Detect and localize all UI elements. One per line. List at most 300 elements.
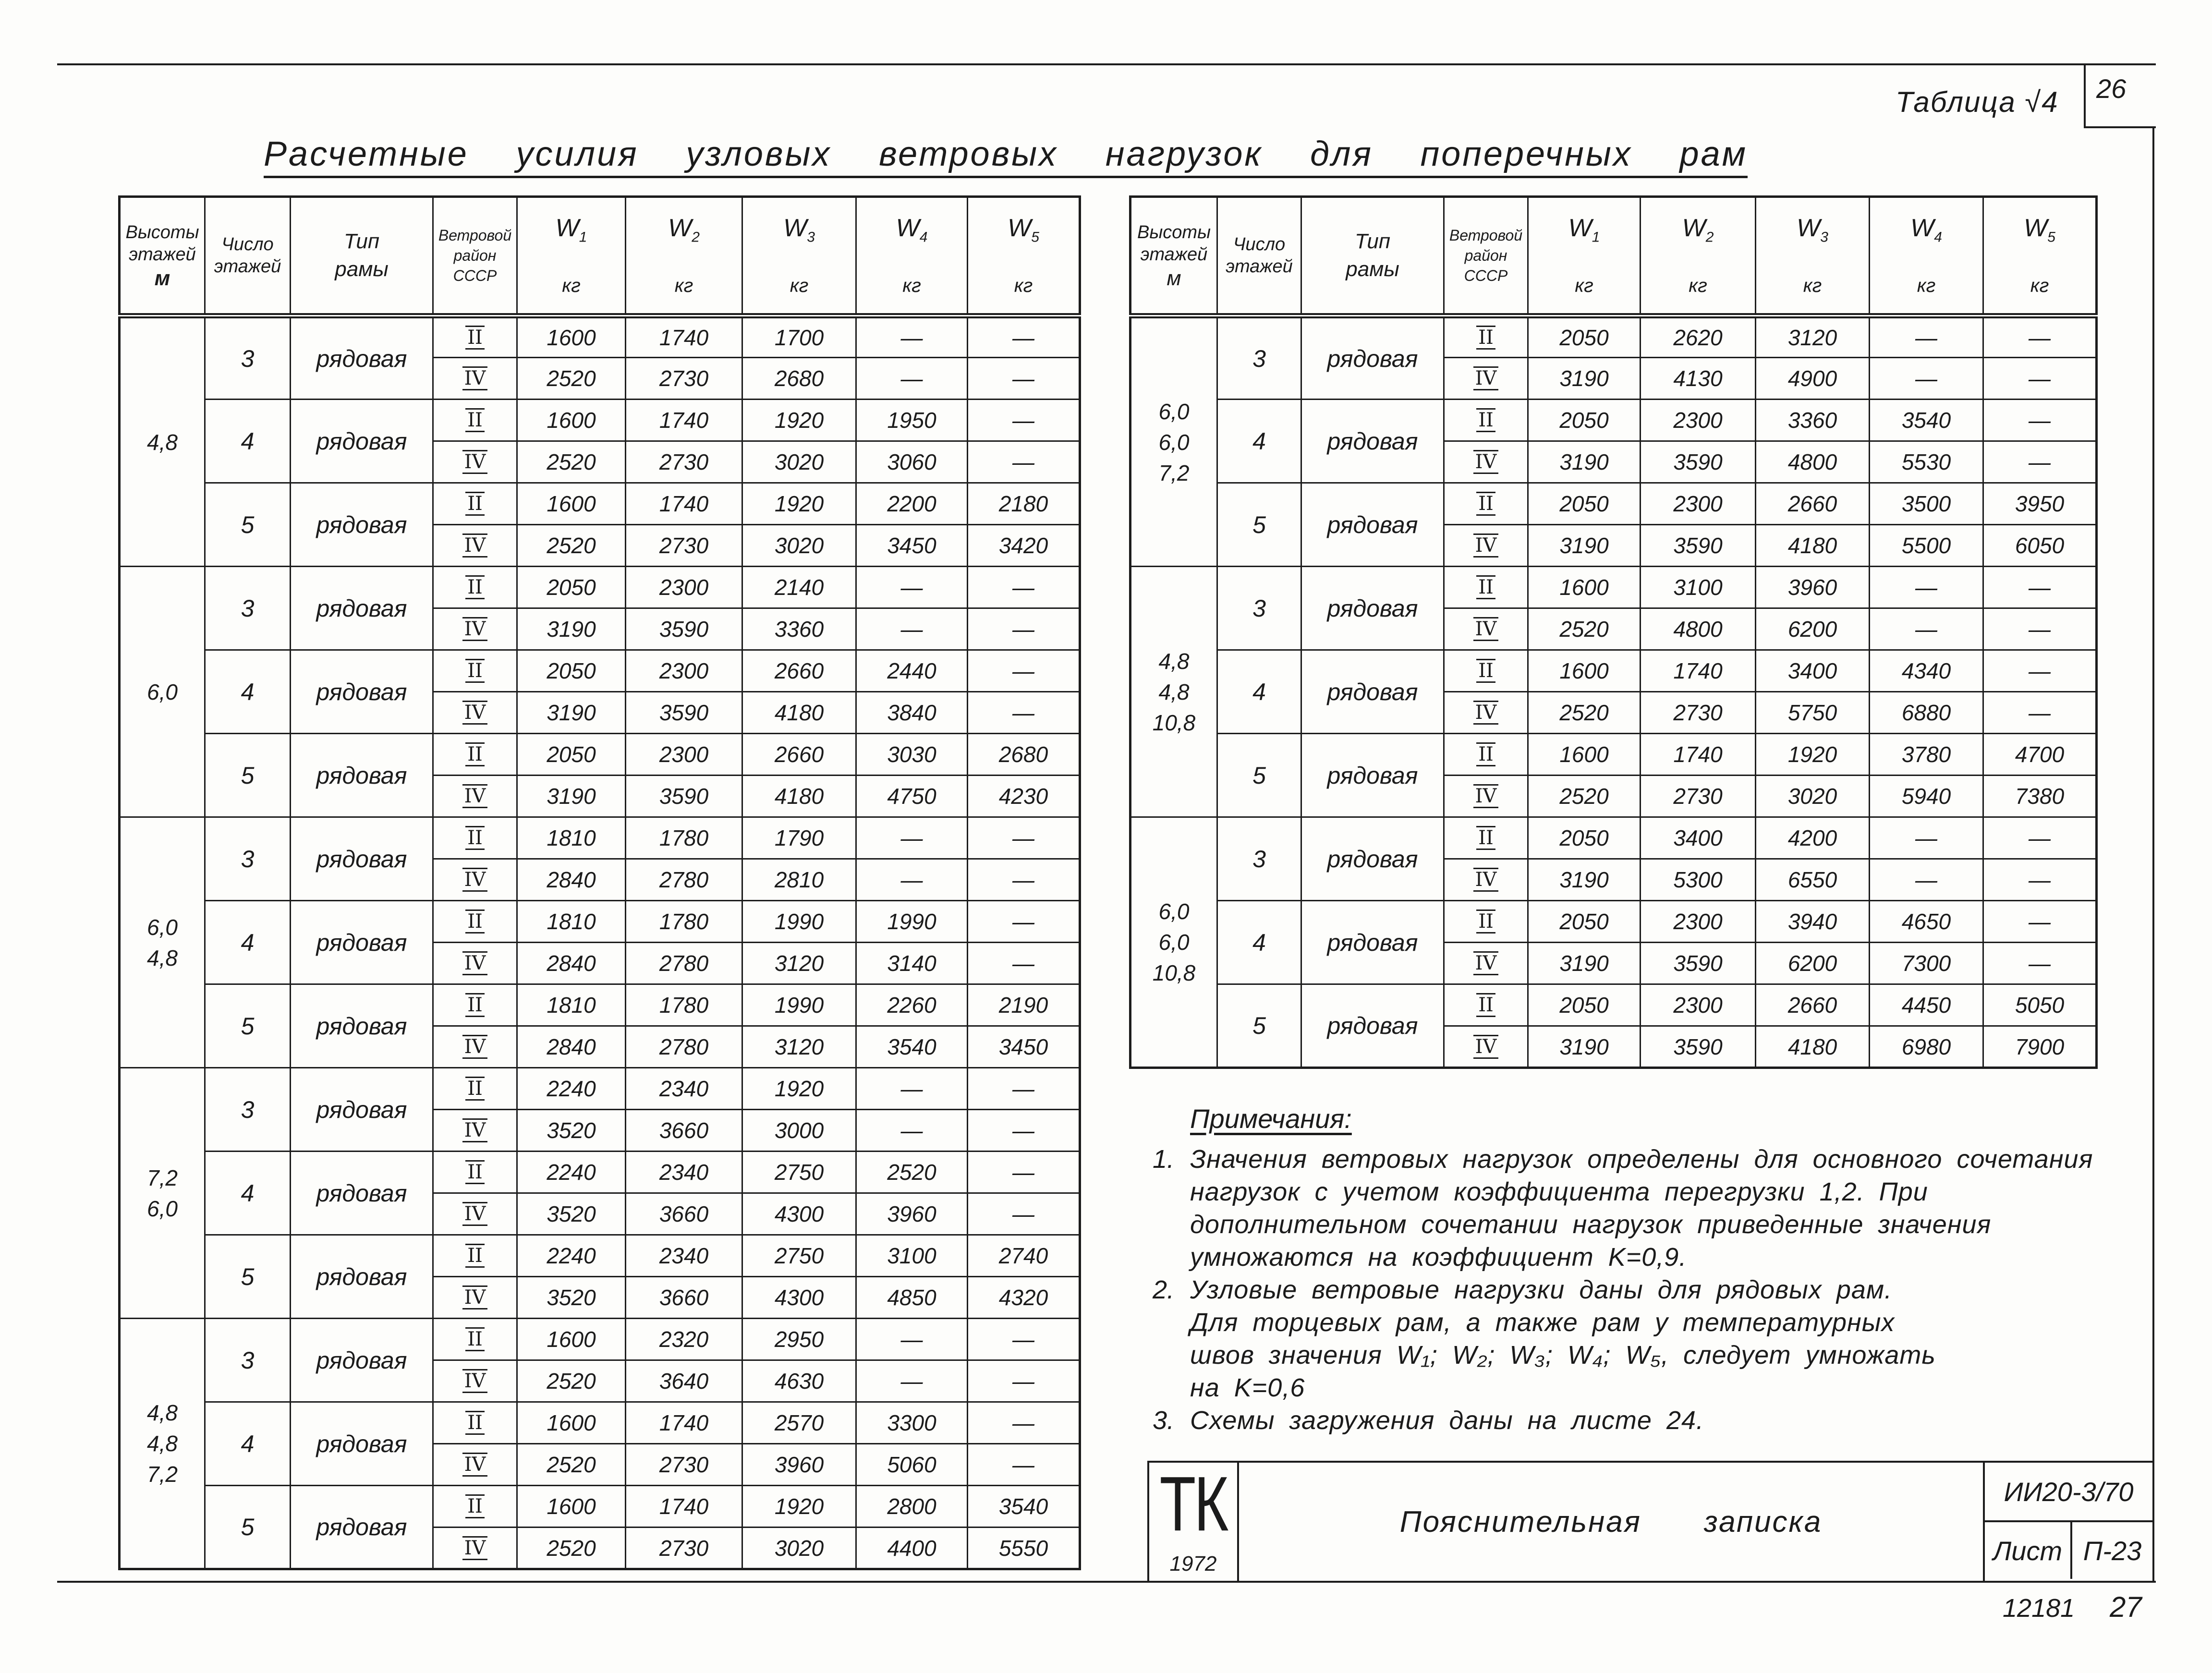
floor-height-cell bbox=[1130, 567, 1217, 817]
wind-load-value: 2520 bbox=[517, 441, 626, 483]
floor-count-cell: 3 bbox=[1217, 817, 1301, 901]
wind-region-cell bbox=[433, 316, 517, 358]
header-frame-type-text: Тип bbox=[1354, 230, 1391, 253]
wind-region-numeral: IV bbox=[462, 1035, 488, 1059]
header-wind-load-letter: W bbox=[1568, 214, 1592, 242]
note-text bbox=[1190, 1404, 1704, 1437]
floor-height-value: 6,0 bbox=[147, 1196, 178, 1221]
floor-height-cell bbox=[120, 316, 205, 567]
wind-load-value: — bbox=[856, 316, 968, 358]
wind-load-value: 3060 bbox=[856, 441, 968, 483]
table-row bbox=[1130, 650, 2097, 692]
wind-load-value: — bbox=[1870, 817, 1983, 859]
wind-region-cell bbox=[433, 859, 517, 901]
wind-load-value: 2300 bbox=[1641, 400, 1756, 441]
wind-load-value: 2050 bbox=[1528, 984, 1641, 1026]
wind-load-value: 3660 bbox=[626, 1277, 742, 1319]
table-body bbox=[120, 316, 1080, 1569]
wind-region-numeral: IV bbox=[462, 1536, 488, 1560]
floor-height-value: 4,8 bbox=[147, 1400, 178, 1425]
table-row bbox=[1130, 316, 2097, 358]
wind-region-cell bbox=[1444, 441, 1528, 483]
wind-load-value: 3640 bbox=[626, 1360, 742, 1402]
header-wind-load-index: 5 bbox=[2047, 229, 2055, 245]
wind-load-value: 3590 bbox=[1641, 943, 1756, 984]
floor-count-cell: 3 bbox=[1217, 316, 1301, 400]
wind-load-value: 3540 bbox=[968, 1486, 1080, 1528]
header-frame-type-text: рамы bbox=[335, 257, 389, 281]
header-wind-load-letter: W bbox=[1682, 214, 1706, 242]
wind-load-value: 3360 bbox=[1756, 400, 1870, 441]
wind-load-value: 5300 bbox=[1641, 859, 1756, 901]
wind-load-value: 3450 bbox=[968, 1026, 1080, 1068]
wind-region-numeral: II bbox=[1476, 492, 1495, 516]
wind-load-value: 1740 bbox=[1641, 650, 1756, 692]
wind-load-value: 2050 bbox=[517, 567, 626, 608]
wind-region-cell bbox=[433, 734, 517, 776]
header-wind-load-symbol bbox=[626, 214, 741, 252]
wind-region-cell bbox=[433, 1193, 517, 1235]
wind-region-cell bbox=[433, 1110, 517, 1152]
note-line: Узловые ветровые нагрузки даны для рядовых рам. bbox=[1190, 1275, 1892, 1304]
wind-region-cell bbox=[433, 1068, 517, 1110]
wind-load-value: 3020 bbox=[742, 525, 856, 567]
header-wind-load-letter: W bbox=[555, 214, 579, 242]
frame-type-cell: рядовая bbox=[291, 901, 433, 984]
frame-type-cell: рядовая bbox=[291, 734, 433, 817]
sheet-frame-right bbox=[2152, 127, 2154, 1583]
wind-load-value: — bbox=[968, 608, 1080, 650]
wind-load-value: 6200 bbox=[1756, 608, 1870, 650]
note-text bbox=[1190, 1273, 1936, 1404]
wind-load-value: 1740 bbox=[626, 483, 742, 525]
floor-count-cell: 3 bbox=[205, 1319, 291, 1402]
wind-load-value: — bbox=[968, 650, 1080, 692]
wind-load-value: — bbox=[968, 1360, 1080, 1402]
wind-load-value: 5750 bbox=[1756, 692, 1870, 734]
wind-load-value: 3420 bbox=[968, 525, 1080, 567]
frame-type-cell: рядовая bbox=[291, 1402, 433, 1486]
wind-load-value: 4230 bbox=[968, 776, 1080, 817]
wind-load-value: 4800 bbox=[1641, 608, 1756, 650]
note-line: умножаются на коэффициент K=0,9. bbox=[1190, 1243, 1687, 1272]
wind-load-value: 3190 bbox=[1528, 441, 1641, 483]
wind-load-value: 3190 bbox=[1528, 943, 1641, 984]
wind-region-cell bbox=[433, 358, 517, 400]
header-wind-load-w1 bbox=[517, 197, 626, 316]
wind-load-value: — bbox=[968, 1193, 1080, 1235]
wind-load-value: — bbox=[968, 1152, 1080, 1193]
wind-load-value: 1600 bbox=[1528, 734, 1641, 776]
header-wind-load-letter: W bbox=[668, 214, 692, 242]
wind-load-value: 4340 bbox=[1870, 650, 1983, 692]
note-line: швов значения W₁; W₂; W₃; W₄; W₅, следует умножать bbox=[1190, 1341, 1936, 1370]
table-row bbox=[120, 1152, 1080, 1193]
wind-load-value: — bbox=[856, 1068, 968, 1110]
header-wind-region-text: Ветровой bbox=[438, 227, 512, 244]
wind-region-numeral: IV bbox=[1473, 450, 1499, 474]
wind-load-value: 3190 bbox=[517, 608, 626, 650]
wind-load-value: 1920 bbox=[742, 483, 856, 525]
wind-load-value: — bbox=[1983, 358, 2097, 400]
wind-load-value: 1920 bbox=[1756, 734, 1870, 776]
wind-load-value: 1740 bbox=[626, 1402, 742, 1444]
floor-count-cell: 5 bbox=[205, 483, 291, 567]
wind-region-cell bbox=[433, 650, 517, 692]
wind-load-value: 1740 bbox=[626, 316, 742, 358]
wind-region-numeral: II bbox=[1476, 659, 1495, 683]
header-wind-load-unit: кг bbox=[2030, 275, 2049, 296]
floor-count-cell: 4 bbox=[205, 901, 291, 984]
wind-load-value: 1920 bbox=[742, 400, 856, 441]
wind-load-value: — bbox=[968, 400, 1080, 441]
wind-region-cell bbox=[1444, 734, 1528, 776]
wind-load-value: 4180 bbox=[1756, 1026, 1870, 1068]
floor-height-cell bbox=[1130, 316, 1217, 567]
wind-load-value: 3190 bbox=[1528, 358, 1641, 400]
wind-load-value: — bbox=[856, 1319, 968, 1360]
header-wind-load-index: 2 bbox=[692, 229, 700, 245]
wind-load-value: 2190 bbox=[968, 984, 1080, 1026]
header-wind-load-w2 bbox=[626, 197, 742, 316]
table-row bbox=[120, 1486, 1080, 1528]
wind-load-value: 2660 bbox=[742, 734, 856, 776]
table-row bbox=[120, 1068, 1080, 1110]
wind-load-value: 1810 bbox=[517, 901, 626, 943]
wind-region-cell bbox=[1444, 316, 1528, 358]
header-wind-load-w4 bbox=[856, 197, 968, 316]
frame-type-cell: рядовая bbox=[1301, 400, 1444, 483]
wind-load-value: 6550 bbox=[1756, 859, 1870, 901]
floor-height-value: 4,8 bbox=[1158, 648, 1190, 674]
frame-type-cell: рядовая bbox=[291, 483, 433, 567]
wind-region-cell bbox=[433, 1235, 517, 1277]
wind-region-cell bbox=[433, 1319, 517, 1360]
wind-load-value: 3960 bbox=[1756, 567, 1870, 608]
wind-load-value: 4400 bbox=[856, 1528, 968, 1569]
wind-load-value: 2050 bbox=[1528, 901, 1641, 943]
wind-load-value: 5050 bbox=[1983, 984, 2097, 1026]
wind-load-value: 2730 bbox=[1641, 692, 1756, 734]
header-wind-load-index: 1 bbox=[579, 229, 587, 245]
table-body bbox=[1130, 316, 2097, 1068]
wind-load-value: 4850 bbox=[856, 1277, 968, 1319]
wind-load-value: — bbox=[968, 358, 1080, 400]
floor-count-cell: 4 bbox=[205, 1152, 291, 1235]
header-wind-load-unit: кг bbox=[1917, 275, 1936, 296]
header-floor-count bbox=[205, 197, 291, 316]
table-row bbox=[120, 1235, 1080, 1277]
floor-height-cell bbox=[1130, 817, 1217, 1068]
wind-region-numeral: IV bbox=[1473, 951, 1499, 975]
wind-load-value: 2050 bbox=[517, 650, 626, 692]
wind-load-value: — bbox=[968, 316, 1080, 358]
wind-region-cell bbox=[1444, 525, 1528, 567]
title-block bbox=[1147, 1461, 2154, 1583]
wind-load-value: — bbox=[968, 817, 1080, 859]
wind-load-value: 2800 bbox=[856, 1486, 968, 1528]
wind-load-value: 1810 bbox=[517, 984, 626, 1026]
wind-region-numeral: IV bbox=[462, 784, 488, 808]
archive-number: 12181 bbox=[2003, 1594, 2075, 1623]
table-title: Расчетные усилия узловых ветровых нагрузок для поперечных рам bbox=[264, 133, 1748, 178]
wind-load-value: 2840 bbox=[517, 859, 626, 901]
wind-load-value: 2520 bbox=[856, 1152, 968, 1193]
wind-region-cell bbox=[1444, 608, 1528, 650]
floor-count-cell: 5 bbox=[205, 984, 291, 1068]
sheet-label: Лист bbox=[1985, 1522, 2072, 1579]
wind-load-value: 2660 bbox=[742, 650, 856, 692]
header-floor-height-text: этажей bbox=[1140, 244, 1208, 265]
floor-count-cell: 5 bbox=[205, 1235, 291, 1319]
floor-count-cell: 3 bbox=[205, 1068, 291, 1152]
header-wind-load-w2 bbox=[1641, 197, 1756, 316]
wind-load-value: 4800 bbox=[1756, 441, 1870, 483]
wind-region-cell bbox=[1444, 901, 1528, 943]
table-row bbox=[120, 1402, 1080, 1444]
header-wind-region-text: район bbox=[1464, 247, 1507, 264]
wind-region-numeral: II bbox=[465, 492, 485, 516]
wind-region-cell bbox=[433, 984, 517, 1026]
header-wind-region-text: СССР bbox=[1464, 267, 1508, 284]
wind-load-value: 4180 bbox=[742, 776, 856, 817]
floor-height-value: 6,0 bbox=[1158, 429, 1190, 455]
wind-load-value: 1600 bbox=[517, 1319, 626, 1360]
wind-load-value: — bbox=[968, 1068, 1080, 1110]
table-row bbox=[120, 400, 1080, 441]
wind-region-cell bbox=[433, 1277, 517, 1319]
wind-load-value: 2660 bbox=[1756, 984, 1870, 1026]
header-wind-load-symbol bbox=[1529, 214, 1640, 252]
wind-load-value: 1600 bbox=[517, 1486, 626, 1528]
wind-load-value: 7380 bbox=[1983, 776, 2097, 817]
frame-type-cell: рядовая bbox=[291, 984, 433, 1068]
floor-count-cell: 5 bbox=[205, 1486, 291, 1569]
wind-load-value: 1700 bbox=[742, 316, 856, 358]
wind-load-value: 3190 bbox=[517, 692, 626, 734]
notes-list bbox=[1153, 1143, 2142, 1437]
header-wind-load-unit: кг bbox=[562, 275, 581, 296]
wind-load-value: — bbox=[1983, 650, 2097, 692]
wind-region-cell bbox=[433, 817, 517, 859]
floor-height-value: 4,8 bbox=[147, 1431, 178, 1456]
wind-load-value: — bbox=[856, 859, 968, 901]
wind-load-value: 5530 bbox=[1870, 441, 1983, 483]
header-wind-load-symbol bbox=[1756, 214, 1869, 252]
header-wind-load-unit: кг bbox=[1575, 275, 1593, 296]
wind-load-value: 3660 bbox=[626, 1110, 742, 1152]
wind-load-value: 2680 bbox=[968, 734, 1080, 776]
wind-load-value: 2240 bbox=[517, 1068, 626, 1110]
wind-load-value: — bbox=[1983, 441, 2097, 483]
wind-load-value: 2840 bbox=[517, 943, 626, 984]
wind-load-value: 4900 bbox=[1756, 358, 1870, 400]
wind-load-value: 5500 bbox=[1870, 525, 1983, 567]
wind-region-numeral: II bbox=[1476, 326, 1495, 350]
wind-load-value: 2780 bbox=[626, 943, 742, 984]
wind-load-value: 3020 bbox=[742, 1528, 856, 1569]
org-stamp-cell bbox=[1149, 1463, 1239, 1581]
wind-load-value: 5550 bbox=[968, 1528, 1080, 1569]
wind-load-value: 1740 bbox=[626, 400, 742, 441]
wind-region-cell bbox=[1444, 776, 1528, 817]
wind-load-value: 1780 bbox=[626, 901, 742, 943]
wind-region-numeral: II bbox=[465, 408, 485, 432]
sheet-number-row bbox=[1985, 1522, 2152, 1579]
floor-height-value: 4,8 bbox=[147, 945, 178, 970]
note-number: 2. bbox=[1153, 1275, 1175, 1304]
wind-region-numeral: II bbox=[1476, 993, 1495, 1017]
frame-type-cell: рядовая bbox=[291, 650, 433, 734]
wind-region-cell bbox=[433, 608, 517, 650]
header-floor-count-text: этажей bbox=[1226, 256, 1293, 277]
wind-load-value: 1600 bbox=[517, 483, 626, 525]
header-wind-load-symbol bbox=[968, 214, 1079, 252]
wind-load-value: 3520 bbox=[517, 1110, 626, 1152]
wind-region-numeral: IV bbox=[462, 366, 488, 390]
wind-load-value: 6980 bbox=[1870, 1026, 1983, 1068]
floor-count-cell: 3 bbox=[205, 817, 291, 901]
wind-region-cell bbox=[433, 1152, 517, 1193]
table-row bbox=[120, 734, 1080, 776]
wind-load-value: 2300 bbox=[626, 734, 742, 776]
wind-load-value: 2300 bbox=[1641, 901, 1756, 943]
wind-load-value: 2780 bbox=[626, 1026, 742, 1068]
header-floor-count bbox=[1217, 197, 1301, 316]
table-row bbox=[120, 1319, 1080, 1360]
wind-load-value: 4650 bbox=[1870, 901, 1983, 943]
wind-region-cell bbox=[433, 483, 517, 525]
note-line: Для торцевых рам, а также рам у температурных bbox=[1190, 1308, 1895, 1337]
wind-load-value: — bbox=[856, 567, 968, 608]
floor-count-cell: 4 bbox=[205, 400, 291, 483]
frame-type-cell: рядовая bbox=[1301, 650, 1444, 734]
notes-section bbox=[1153, 1100, 2142, 1437]
wind-region-cell bbox=[433, 943, 517, 984]
floor-count-cell: 4 bbox=[1217, 400, 1301, 483]
header-wind-load-index: 3 bbox=[1820, 229, 1828, 245]
header-wind-load-symbol bbox=[743, 214, 855, 252]
header-wind-load-w1 bbox=[1528, 197, 1641, 316]
floor-height-value: 6,0 bbox=[147, 914, 178, 940]
wind-load-value: 3590 bbox=[626, 608, 742, 650]
wind-load-value: — bbox=[968, 567, 1080, 608]
wind-load-value: 3000 bbox=[742, 1110, 856, 1152]
wind-load-value: 1600 bbox=[517, 400, 626, 441]
wind-load-value: 3590 bbox=[1641, 525, 1756, 567]
header-wind-load-letter: W bbox=[896, 214, 920, 242]
table-row bbox=[120, 650, 1080, 692]
frame-type-cell: рядовая bbox=[1301, 901, 1444, 984]
wind-load-value: 3450 bbox=[856, 525, 968, 567]
wind-load-value: 3590 bbox=[1641, 1026, 1756, 1068]
wind-load-value: 3960 bbox=[856, 1193, 968, 1235]
wind-load-value: — bbox=[1870, 859, 1983, 901]
floor-count-cell: 3 bbox=[1217, 567, 1301, 650]
floor-height-value: 7,2 bbox=[1158, 460, 1190, 485]
frame-type-cell: рядовая bbox=[291, 1152, 433, 1235]
header-floor-height-text: м bbox=[154, 267, 170, 290]
wind-load-value: — bbox=[856, 1110, 968, 1152]
wind-region-numeral: II bbox=[465, 1494, 485, 1518]
floor-count-cell: 3 bbox=[205, 316, 291, 400]
wind-load-value: 2520 bbox=[1528, 776, 1641, 817]
header-wind-load-w3 bbox=[742, 197, 856, 316]
header-floor-height-text: Высоты bbox=[125, 222, 199, 242]
wind-region-numeral: II bbox=[1476, 575, 1495, 599]
wind-load-value: 2780 bbox=[626, 859, 742, 901]
floor-height-value: 4,8 bbox=[147, 429, 178, 455]
wind-region-numeral: IV bbox=[1473, 366, 1499, 390]
wind-load-value: 3360 bbox=[742, 608, 856, 650]
wind-load-value: 2840 bbox=[517, 1026, 626, 1068]
floor-height-value: 6,0 bbox=[1158, 899, 1190, 924]
header-floor-height-text: м bbox=[1167, 267, 1181, 290]
wind-load-value: 7300 bbox=[1870, 943, 1983, 984]
wind-region-cell bbox=[433, 1402, 517, 1444]
wind-load-value: 4630 bbox=[742, 1360, 856, 1402]
wind-region-numeral: II bbox=[465, 1077, 485, 1101]
wind-load-value: 3950 bbox=[1983, 483, 2097, 525]
table-row bbox=[1130, 901, 2097, 943]
header-wind-load-unit: кг bbox=[902, 275, 921, 296]
wind-region-numeral: IV bbox=[462, 701, 488, 725]
floor-count-cell: 4 bbox=[1217, 901, 1301, 984]
document-code: ИИ20-3/70 bbox=[1985, 1463, 2152, 1522]
table-row bbox=[1130, 567, 2097, 608]
header-frame-type-text: Тип bbox=[343, 230, 380, 253]
header-wind-load-letter: W bbox=[1910, 214, 1934, 242]
wind-load-value: 2050 bbox=[517, 734, 626, 776]
wind-load-value: 2050 bbox=[1528, 400, 1641, 441]
wind-load-value: — bbox=[856, 817, 968, 859]
header-floor-height-text: Высоты bbox=[1137, 222, 1211, 242]
wind-region-numeral: II bbox=[465, 993, 485, 1017]
header-wind-load-unit: кг bbox=[790, 275, 809, 296]
wind-load-value: 3020 bbox=[742, 441, 856, 483]
wind-load-value: 4320 bbox=[968, 1277, 1080, 1319]
wind-region-cell bbox=[433, 901, 517, 943]
wind-load-value: — bbox=[968, 1319, 1080, 1360]
floor-height-cell bbox=[120, 1319, 205, 1569]
wind-region-cell bbox=[1444, 817, 1528, 859]
wind-load-value: 3140 bbox=[856, 943, 968, 984]
table-row bbox=[1130, 734, 2097, 776]
wind-region-cell bbox=[1444, 400, 1528, 441]
frame-type-cell: рядовая bbox=[291, 1235, 433, 1319]
header-wind-load-unit: кг bbox=[674, 275, 693, 296]
wind-region-cell bbox=[433, 692, 517, 734]
wind-load-value: — bbox=[968, 901, 1080, 943]
header-wind-load-letter: W bbox=[783, 214, 807, 242]
wind-load-table-right bbox=[1129, 195, 2098, 1069]
wind-load-value: 3190 bbox=[1528, 525, 1641, 567]
floor-count-cell: 3 bbox=[205, 567, 291, 650]
wind-load-value: 4300 bbox=[742, 1277, 856, 1319]
floor-height-value: 7,2 bbox=[147, 1165, 178, 1190]
wind-load-value: 2300 bbox=[626, 650, 742, 692]
wind-load-value: 2240 bbox=[517, 1152, 626, 1193]
header-floor-count-text: Число bbox=[221, 234, 274, 255]
wind-region-numeral: IV bbox=[462, 868, 488, 892]
table-row bbox=[1130, 400, 2097, 441]
header-frame-type-text: рамы bbox=[1346, 257, 1399, 281]
header-wind-load-w5 bbox=[968, 197, 1080, 316]
header-wind-load-index: 2 bbox=[1705, 229, 1714, 245]
header-wind-region-text: район bbox=[453, 247, 497, 264]
wind-load-value: 1990 bbox=[742, 984, 856, 1026]
wind-load-value: — bbox=[1870, 358, 1983, 400]
